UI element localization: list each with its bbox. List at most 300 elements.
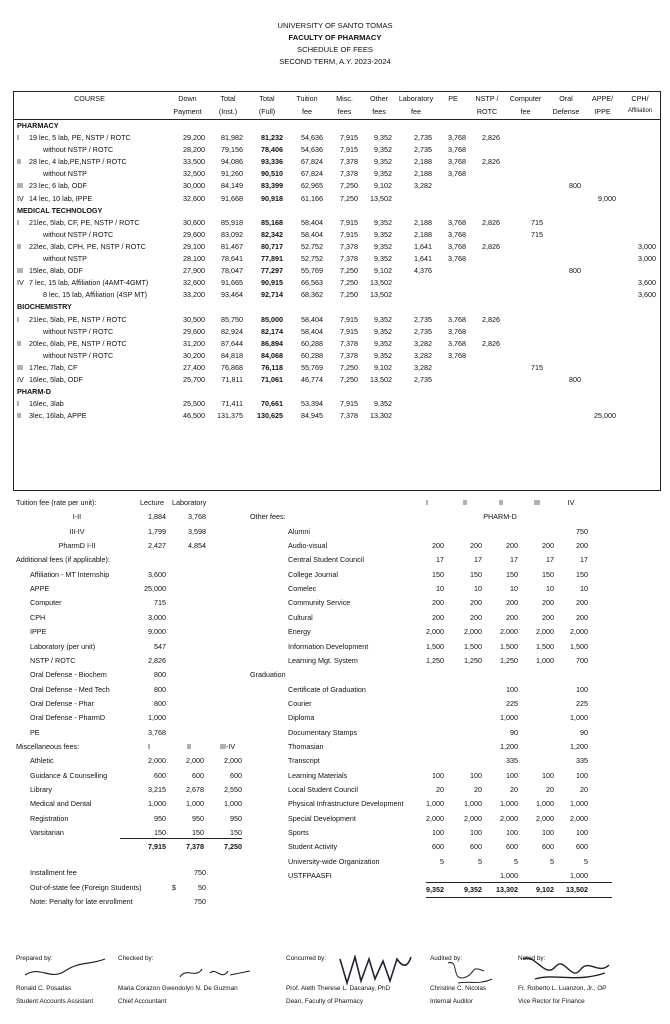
section-heading: PHARMACY [17, 121, 59, 130]
additional-fee-value: 2,826 [148, 655, 166, 665]
fee-cell: 58,404 [301, 326, 323, 336]
other-col-header: II [499, 498, 503, 507]
fee-cell [585, 229, 620, 241]
misc-fee-value: 1,000 [148, 799, 166, 809]
other-fee-value: 20 [580, 785, 588, 794]
other-fee-label: Alumni [288, 526, 310, 536]
table-row [13, 156, 660, 168]
fee-cell: 66,563 [301, 278, 323, 288]
fee-cell: 3,282 [414, 362, 432, 372]
other-fee-value: 200 [576, 541, 588, 551]
fee-cell [396, 289, 436, 301]
other-fee-value [516, 727, 554, 739]
additional-fees-heading: Additional fees (if applicable): [16, 555, 110, 565]
fee-cell: 55,769 [301, 266, 323, 276]
misc-fee-label: Varsitarian [30, 828, 64, 838]
other-fee-value: 100 [506, 684, 518, 694]
fee-cell: 3,600 [638, 290, 656, 300]
other-total-value: 13,302 [496, 885, 518, 895]
other-fee-value: 200 [506, 612, 518, 622]
table-header-row [13, 91, 660, 120]
document-title: SCHEDULE OF FEES [297, 45, 373, 54]
other-fee-value [406, 712, 444, 724]
other-fee-value: 1,000 [570, 713, 588, 723]
column-header-line2: fee [411, 107, 421, 116]
fee-cell [504, 289, 547, 301]
fee-cell [436, 398, 470, 410]
fee-cell: 33,500 [183, 157, 205, 167]
additional-fee-label: Computer [30, 598, 62, 608]
other-fee-value [444, 741, 482, 753]
fee-cell: 85,750 [221, 314, 243, 324]
tuition-row-label: PharmD I-II [58, 541, 96, 551]
course-description: without NSTP / ROTC [43, 145, 114, 155]
other-col-header: II [463, 498, 467, 507]
other-fee-label: Diploma [288, 713, 315, 723]
graduation-heading: Graduation [250, 670, 286, 680]
other-fee-label: Cultural [288, 612, 313, 622]
course-cell [13, 217, 166, 229]
other-fee-value: 1,000 [500, 799, 518, 809]
fee-cell: 84,945 [301, 411, 323, 421]
course-description: 23 lec, 6 lab, ODF [29, 181, 87, 191]
course-cell [13, 156, 166, 168]
column-header [247, 91, 287, 120]
fee-cell [547, 217, 585, 229]
other-fee-label: Sports [288, 828, 309, 838]
course-description: without NSTP / ROTC [43, 350, 114, 360]
fee-cell: 4,376 [414, 266, 432, 276]
tuition-lecture-value: 2,427 [148, 541, 166, 551]
fee-cell [585, 374, 620, 386]
misc-fee-value: 600 [230, 770, 242, 780]
fee-cell: 71,061 [261, 374, 283, 384]
fee-cell: 9,352 [374, 314, 392, 324]
note-label: Note: Penalty for late enrollment [30, 896, 133, 906]
fee-cell: 3,768 [448, 314, 466, 324]
fee-cell: 3,768 [448, 157, 466, 167]
other-fee-value: 1,000 [500, 713, 518, 723]
section-heading-row [13, 301, 660, 313]
fee-cell [504, 180, 547, 192]
fee-cell: 30,500 [183, 314, 205, 324]
other-fee-value: 600 [576, 842, 588, 852]
fee-cell: 7,378 [340, 241, 358, 251]
fee-cell [436, 277, 470, 289]
other-fee-value [406, 755, 444, 767]
other-fee-label: Community Service [288, 598, 351, 608]
column-header [620, 91, 660, 120]
fee-cell [547, 144, 585, 156]
table-row [13, 241, 660, 253]
fee-cell [436, 289, 470, 301]
fee-cell: 9,352 [374, 254, 392, 264]
fee-cell [504, 277, 547, 289]
fee-cell [436, 180, 470, 192]
fee-cell: 13,502 [370, 278, 392, 288]
fee-cell: 84,149 [221, 181, 243, 191]
fee-cell [585, 362, 620, 374]
other-fee-value: 600 [506, 842, 518, 852]
fee-cell: 81,232 [261, 133, 283, 143]
signature-caption: Checked by: [118, 955, 154, 962]
fee-cell: 800 [569, 181, 581, 191]
table-row [13, 374, 660, 386]
fee-cell [620, 374, 660, 386]
misc-fee-label: Medical and Dental [30, 799, 92, 809]
fee-cell [585, 253, 620, 265]
additional-fee-value: 800 [154, 684, 166, 694]
other-fee-value [444, 698, 482, 710]
table-row [13, 144, 660, 156]
fee-cell: 46,774 [301, 374, 323, 384]
other-fee-label: Local Student Council [288, 785, 358, 794]
other-fee-value: 200 [470, 541, 482, 551]
other-col-header: IV [567, 498, 575, 507]
other-fee-value: 600 [470, 842, 482, 852]
column-header-line2: Defense [552, 107, 580, 116]
fee-cell: 91,260 [221, 169, 243, 179]
fee-cell: 7,378 [340, 169, 358, 179]
fee-cell [585, 180, 620, 192]
other-fee-value: 200 [470, 598, 482, 608]
tuition-lecture-value: 1,884 [148, 512, 166, 522]
misc-fee-value: 950 [192, 813, 204, 823]
course-description: 7 lec, 15 lab, Affiliation (4AMT-4GMT) [29, 278, 149, 288]
course-description: 28 lec, 4 lab,PE,NSTP / ROTC [29, 157, 127, 167]
other-fee-value [406, 698, 444, 710]
other-fee-value: 200 [542, 612, 554, 622]
fee-cell [436, 374, 470, 386]
fee-cell: 7,250 [340, 193, 358, 203]
course-description: 14 lec, 10 lab, IPPE [29, 193, 93, 203]
other-fee-value: 17 [546, 555, 554, 565]
table-row [13, 168, 660, 180]
section-heading-row [13, 120, 660, 133]
course-description: without NSTP [43, 169, 87, 179]
additional-fee-value: 9,000 [148, 627, 166, 637]
signature-caption: Noted by: [518, 955, 546, 962]
fee-cell: 9,352 [374, 133, 392, 143]
fee-cell [470, 229, 504, 241]
note-prefix: $ [172, 882, 176, 892]
other-fee-label: Courier [288, 698, 312, 708]
other-fee-label: Thomasian [288, 741, 324, 751]
other-fee-value: 200 [576, 598, 588, 608]
misc-fee-value: 2,550 [224, 785, 242, 794]
other-fee-value: 5 [440, 856, 444, 866]
fee-cell: 2,188 [414, 217, 432, 227]
fee-cell [504, 410, 547, 422]
other-fee-value: 200 [576, 612, 588, 622]
course-description: 16lec, 3lab [29, 399, 64, 409]
fee-cell: 93,336 [261, 157, 283, 167]
fee-cell: 25,000 [594, 411, 616, 421]
fee-cell: 715 [531, 362, 543, 372]
other-fee-value: 150 [542, 569, 554, 579]
table-right-border [660, 91, 661, 490]
fee-cell [436, 410, 470, 422]
course-cell [13, 168, 166, 180]
table-row [13, 410, 660, 422]
other-fee-value: 1,000 [536, 655, 554, 665]
fee-cell: 90,510 [261, 169, 283, 179]
other-fee-label: Special Development [288, 813, 356, 823]
column-header [504, 91, 547, 120]
fee-cell: 71,411 [221, 399, 243, 409]
note-value: 50 [198, 882, 206, 892]
other-fee-label: College Journal [288, 569, 338, 579]
misc-fee-value: 2,000 [186, 756, 204, 766]
signature-caption: Audited by: [430, 955, 462, 962]
fee-cell: 25,500 [183, 399, 205, 409]
table-row [13, 289, 660, 301]
other-fee-value [444, 712, 482, 724]
fee-cell [396, 398, 436, 410]
signatory-role: Vice Rector for Finance [518, 998, 585, 1005]
other-fee-value: 2,000 [464, 813, 482, 823]
year-level: I [17, 314, 19, 324]
other-fee-value: 1,500 [464, 641, 482, 651]
other-fee-value: 100 [432, 828, 444, 838]
other-fee-value [406, 727, 444, 739]
column-header-line1: Laboratory [398, 94, 434, 103]
other-fee-value: 335 [506, 756, 518, 766]
fee-cell [547, 168, 585, 180]
other-total-value: 9,352 [426, 885, 444, 895]
fee-cell: 800 [569, 374, 581, 384]
misc-fee-value: 950 [230, 813, 242, 823]
course-cell [13, 193, 166, 205]
table-row [13, 277, 660, 289]
fee-cell: 9,102 [374, 266, 392, 276]
course-description: 19 lec, 5 lab, PE, NSTP / ROTC [29, 133, 131, 143]
other-fee-value [444, 755, 482, 767]
signature-caption: Prepared by: [16, 955, 53, 962]
other-fee-value: 5 [584, 856, 588, 866]
fee-cell: 2,735 [414, 326, 432, 336]
fee-cell [547, 314, 585, 326]
fee-cell: 7,915 [340, 399, 358, 409]
other-fee-value: 100 [432, 770, 444, 780]
fee-cell: 2,188 [414, 229, 432, 239]
fee-cell [436, 362, 470, 374]
other-fee-value: 17 [510, 555, 518, 565]
fee-cell: 9,352 [374, 145, 392, 155]
misc-fee-value: 2,000 [224, 756, 242, 766]
table-row [13, 253, 660, 265]
fee-cell [547, 277, 585, 289]
fee-cell [504, 156, 547, 168]
fee-cell [504, 265, 547, 277]
fee-cell [470, 193, 504, 205]
tuition-lab-value: 3,598 [188, 526, 206, 536]
additional-fee-value: 25,000 [144, 584, 166, 594]
course-description: 20lec, 6lab, PE, NSTP / ROTC [29, 338, 127, 348]
other-fee-value [406, 684, 444, 696]
other-fee-value [406, 870, 444, 882]
table-row [13, 314, 660, 326]
misc-fee-value: 950 [154, 813, 166, 823]
fee-cell: 78,047 [221, 266, 243, 276]
fee-cell: 55,769 [301, 362, 323, 372]
fee-cell: 7,378 [340, 254, 358, 264]
fee-cell [504, 314, 547, 326]
fee-cell: 78,406 [261, 145, 283, 155]
column-header-line1: PE [448, 94, 458, 103]
year-level: III [17, 181, 23, 191]
fee-cell: 3,768 [448, 254, 466, 264]
fee-cell [585, 289, 620, 301]
other-fee-value: 200 [506, 598, 518, 608]
misc-col-header: I [148, 741, 150, 751]
fee-cell: 131,375 [217, 411, 243, 421]
fee-cell [470, 168, 504, 180]
fee-cell: 3,000 [638, 241, 656, 251]
course-cell [13, 362, 166, 374]
fee-cell: 93,464 [221, 290, 243, 300]
fee-cell [547, 229, 585, 241]
fee-cell [620, 168, 660, 180]
fee-cell [504, 168, 547, 180]
fee-cell: 7,378 [340, 338, 358, 348]
other-fee-value: 1,500 [570, 641, 588, 651]
fee-cell: 58,404 [301, 229, 323, 239]
additional-fee-label: Oral Defense - Biochem [30, 670, 107, 680]
fee-cell [620, 180, 660, 192]
fee-cell: 3,768 [448, 241, 466, 251]
fee-cell: 3,282 [414, 338, 432, 348]
other-fee-value [444, 684, 482, 696]
fee-cell: 7,378 [340, 411, 358, 421]
year-level: II [17, 411, 21, 421]
fee-cell [585, 132, 620, 144]
additional-fee-label: PE [30, 727, 40, 737]
course-description: 3lec, 16lab, APPE [29, 411, 87, 421]
other-fee-value: 100 [470, 770, 482, 780]
fee-cell: 7,915 [340, 326, 358, 336]
column-header [327, 91, 362, 120]
course-cell [13, 265, 166, 277]
fee-cell [504, 193, 547, 205]
course-description: 22lec, 3lab, CPH, PE, NSTP / ROTC [29, 241, 146, 251]
fee-cell [620, 132, 660, 144]
fee-cell [620, 265, 660, 277]
fee-cell: 9,102 [374, 362, 392, 372]
fee-cell: 1,641 [414, 241, 432, 251]
table-row [13, 217, 660, 229]
other-fee-value: 5 [514, 856, 518, 866]
other-fee-value: 200 [432, 612, 444, 622]
table-row [13, 326, 660, 338]
fee-cell: 52,752 [301, 254, 323, 264]
note-value: 750 [194, 868, 206, 878]
pharmd-label: PHARM-D [483, 512, 517, 522]
signatory-role: Student Accounts Assistant [16, 998, 94, 1005]
fee-cell [396, 410, 436, 422]
fee-cell: 7,915 [340, 314, 358, 324]
fee-cell [585, 144, 620, 156]
fee-cell: 2,826 [482, 338, 500, 348]
fee-cell [504, 338, 547, 350]
other-fee-value [516, 870, 554, 882]
column-header [585, 91, 620, 120]
fee-cell: 58,404 [301, 217, 323, 227]
other-fee-value [444, 870, 482, 882]
misc-col-header: III-IV [220, 741, 236, 751]
column-header-line1: Tuition [296, 94, 318, 103]
course-description: 8 lec, 15 lab, Affiliation (4SP MT) [43, 290, 148, 300]
additional-fee-label: Oral Defense - Phar [30, 698, 94, 708]
fee-cell [470, 410, 504, 422]
other-col-header: III [534, 498, 540, 507]
fee-cell: 83,399 [261, 181, 283, 191]
column-header [362, 91, 396, 120]
table-row [13, 265, 660, 277]
column-header-line1: Total [220, 94, 236, 103]
other-fee-value: 100 [542, 770, 554, 780]
fee-cell: 7,378 [340, 350, 358, 360]
additional-fee-label: Laboratory (per unit) [30, 641, 96, 651]
other-fee-label: USTFPAASFI [288, 871, 332, 881]
fee-cell: 9,102 [374, 181, 392, 191]
other-fee-value: 10 [510, 584, 518, 594]
fee-cell [620, 144, 660, 156]
fee-cell: 3,768 [448, 217, 466, 227]
column-header [166, 91, 209, 120]
fee-cell: 29,200 [183, 133, 205, 143]
other-fee-value: 225 [576, 698, 588, 708]
column-header [547, 91, 585, 120]
other-fee-label: Learning Materials [288, 770, 348, 780]
other-fee-value: 2,000 [464, 627, 482, 637]
course-cell [13, 410, 166, 422]
section-heading: PHARM-D [17, 387, 51, 397]
fee-cell [547, 338, 585, 350]
other-fee-value: 600 [432, 842, 444, 852]
fee-cell: 1,641 [414, 254, 432, 264]
other-fee-value [516, 698, 554, 710]
year-level: II [17, 338, 21, 348]
year-level: IV [17, 193, 24, 203]
misc-fee-label: Athletic [30, 756, 54, 766]
fee-cell [620, 350, 660, 362]
course-description: 21lec, 5lab, PE, NSTP / ROTC [29, 314, 127, 324]
fee-cell: 2,826 [482, 133, 500, 143]
course-description: without NSTP [43, 254, 87, 264]
other-fee-value: 1,500 [536, 641, 554, 651]
fee-cell: 7,915 [340, 133, 358, 143]
other-total-value: 9,352 [464, 885, 482, 895]
misc-fee-value: 1,000 [224, 799, 242, 809]
signature-caption: Concurred by: [286, 955, 327, 962]
misc-fee-value: 150 [196, 827, 242, 839]
fee-cell: 85,168 [261, 217, 283, 227]
fee-cell: 3,768 [448, 338, 466, 348]
other-fee-value: 1,500 [426, 641, 444, 651]
fee-cell [470, 277, 504, 289]
other-fee-value: 200 [506, 541, 518, 551]
fee-cell [620, 314, 660, 326]
other-fee-value: 200 [432, 598, 444, 608]
other-fee-value: 2,000 [570, 627, 588, 637]
fee-cell: 84,068 [261, 350, 283, 360]
course-cell [13, 350, 166, 362]
misc-col-header: II [187, 741, 191, 751]
fee-cell: 13,502 [370, 374, 392, 384]
fee-cell: 9,352 [374, 399, 392, 409]
additional-fee-value: 3,000 [148, 612, 166, 622]
